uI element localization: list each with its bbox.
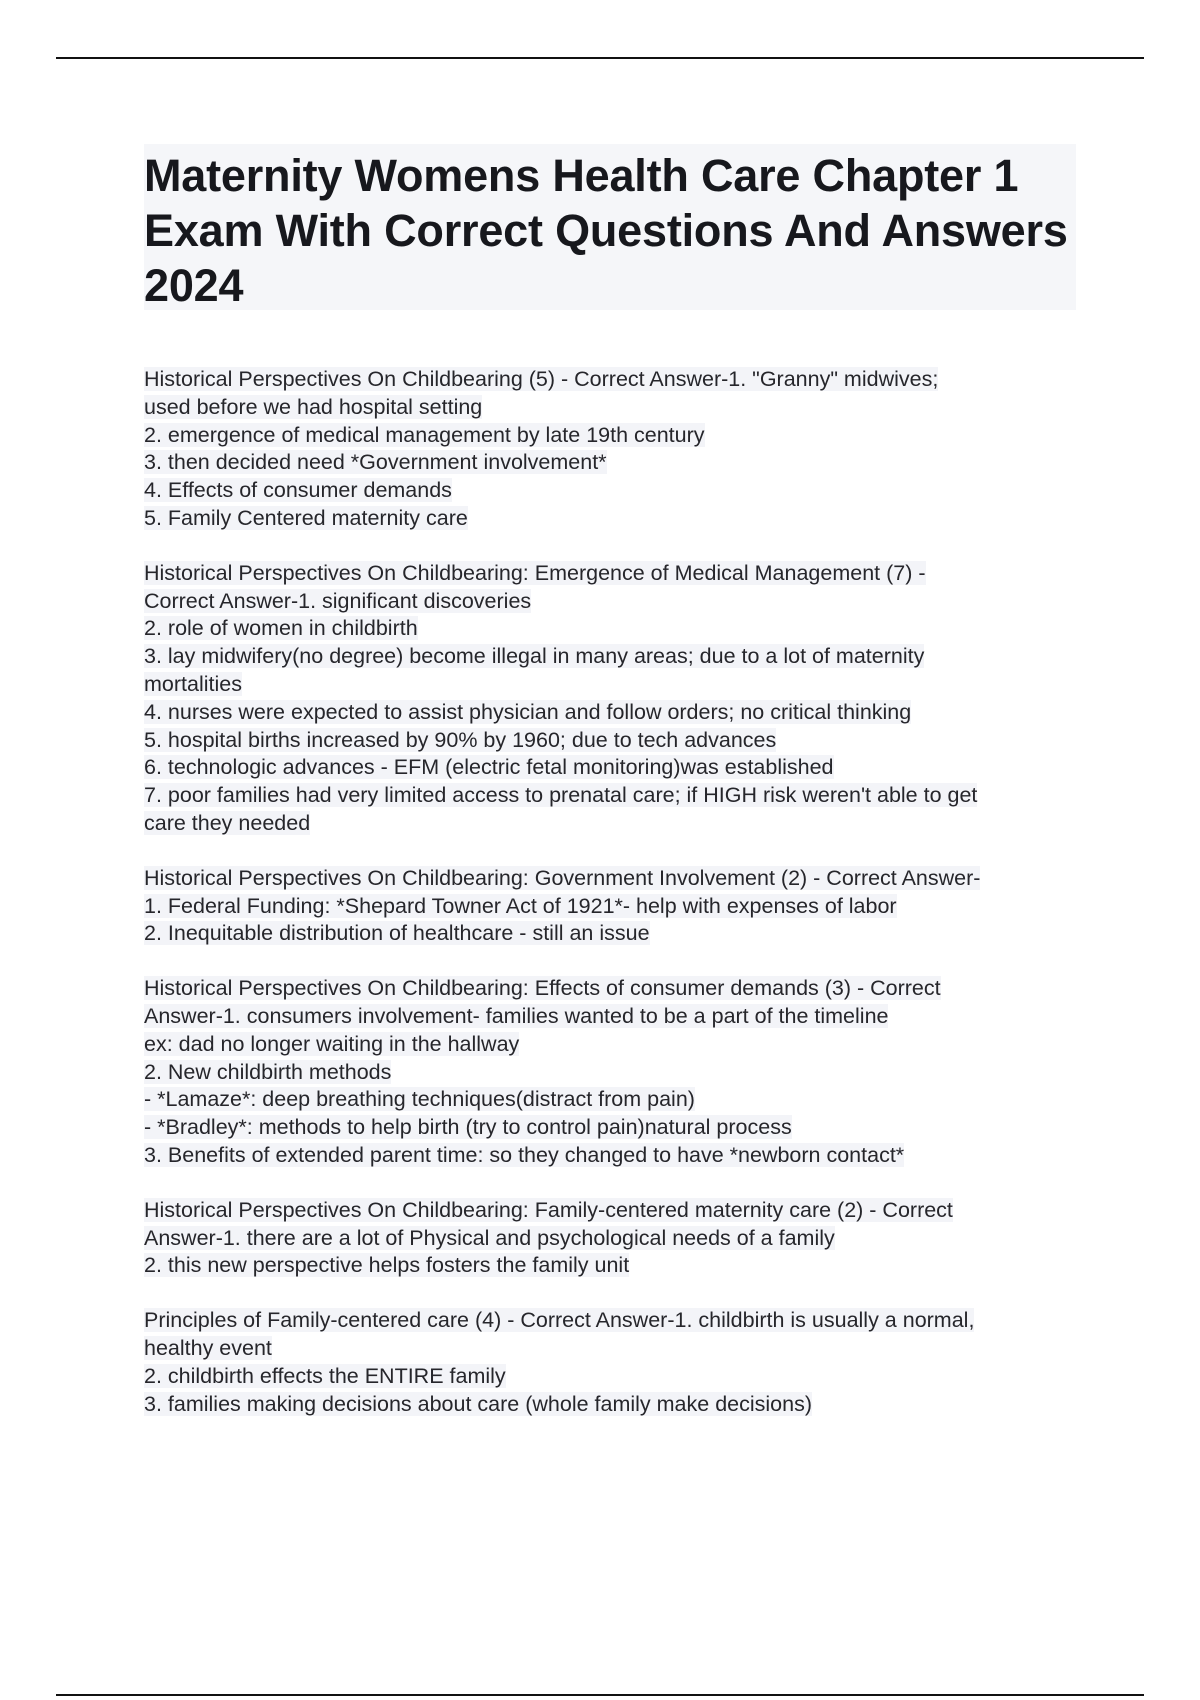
text-line: 7. poor families had very limited access to prenatal care; if HIGH risk weren't able to get bbox=[144, 783, 978, 808]
text-line: 2. this new perspective helps fosters the family unit bbox=[144, 1253, 630, 1278]
text-line: 3. then decided need *Government involvement* bbox=[144, 450, 607, 475]
text-line: 4. nurses were expected to assist physician and follow orders; no critical thinking bbox=[144, 699, 912, 724]
qa-item bbox=[144, 1307, 1084, 1418]
text-line: 5. Family Centered maternity care bbox=[144, 505, 468, 530]
bottom-rule bbox=[56, 1694, 1144, 1696]
text-line: 2. role of women in childbirth bbox=[144, 616, 418, 641]
qa-item bbox=[144, 560, 1084, 838]
text-line: 4. Effects of consumer demands bbox=[144, 478, 452, 503]
text-line: Answer-1. there are a lot of Physical and psychological needs of a family bbox=[144, 1225, 835, 1250]
text-line: Principles of Family-centered care (4) - Correct Answer-1. childbirth is usually a normal, bbox=[144, 1308, 975, 1333]
text-line: Historical Perspectives On Childbearing: Effects of consumer demands (3) - Correct bbox=[144, 976, 941, 1001]
text-line: 1. Federal Funding: *Shepard Towner Act of 1921*- help with expenses of labor bbox=[144, 893, 897, 918]
text-line: 2. childbirth effects the ENTIRE family bbox=[144, 1363, 506, 1388]
qa-item bbox=[144, 366, 1084, 533]
text-line: care they needed bbox=[144, 810, 311, 835]
text-line: 3. lay midwifery(no degree) become illegal in many areas; due to a lot of maternity bbox=[144, 644, 925, 669]
text-line: used before we had hospital setting bbox=[144, 394, 483, 419]
text-line: mortalities bbox=[144, 671, 242, 696]
document-body bbox=[144, 366, 1084, 1445]
document-title: Maternity Womens Health Care Chapter 1 Exam With Correct Questions And Answers 2024 bbox=[144, 150, 1068, 311]
qa-item bbox=[144, 865, 1084, 948]
text-line: Historical Perspectives On Childbearing: Government Involvement (2) - Correct Answer- bbox=[144, 865, 981, 890]
text-line: 2. emergence of medical management by late 19th century bbox=[144, 422, 705, 447]
text-line: Historical Perspectives On Childbearing (5) - Correct Answer-1. "Granny" midwives; bbox=[144, 367, 939, 391]
text-line: 3. families making decisions about care (whole family make decisions) bbox=[144, 1391, 812, 1416]
text-line: Historical Perspectives On Childbearing: Family-centered maternity care (2) - Correct bbox=[144, 1197, 953, 1222]
text-line: Historical Perspectives On Childbearing: Emergence of Medical Management (7) - bbox=[144, 560, 926, 585]
qa-item bbox=[144, 1197, 1084, 1280]
text-line: Correct Answer-1. significant discoveries bbox=[144, 588, 532, 613]
text-line: 5. hospital births increased by 90% by 1960; due to tech advances bbox=[144, 727, 777, 752]
text-line: healthy event bbox=[144, 1335, 272, 1360]
title-block bbox=[144, 144, 1076, 310]
text-line: 6. technologic advances - EFM (electric fetal monitoring)was established bbox=[144, 755, 834, 780]
text-line: ex: dad no longer waiting in the hallway bbox=[144, 1031, 520, 1056]
text-line: 2. Inequitable distribution of healthcare - still an issue bbox=[144, 921, 650, 946]
qa-item bbox=[144, 975, 1084, 1170]
text-line: Answer-1. consumers involvement- families wanted to be a part of the timeline bbox=[144, 1003, 889, 1028]
top-rule bbox=[56, 57, 1144, 59]
text-line: - *Lamaze*: deep breathing techniques(distract from pain) bbox=[144, 1087, 695, 1112]
text-line: 2. New childbirth methods bbox=[144, 1059, 392, 1084]
text-line: 3. Benefits of extended parent time: so they changed to have *newborn contact* bbox=[144, 1142, 905, 1167]
text-line: - *Bradley*: methods to help birth (try to control pain)natural process bbox=[144, 1115, 792, 1140]
